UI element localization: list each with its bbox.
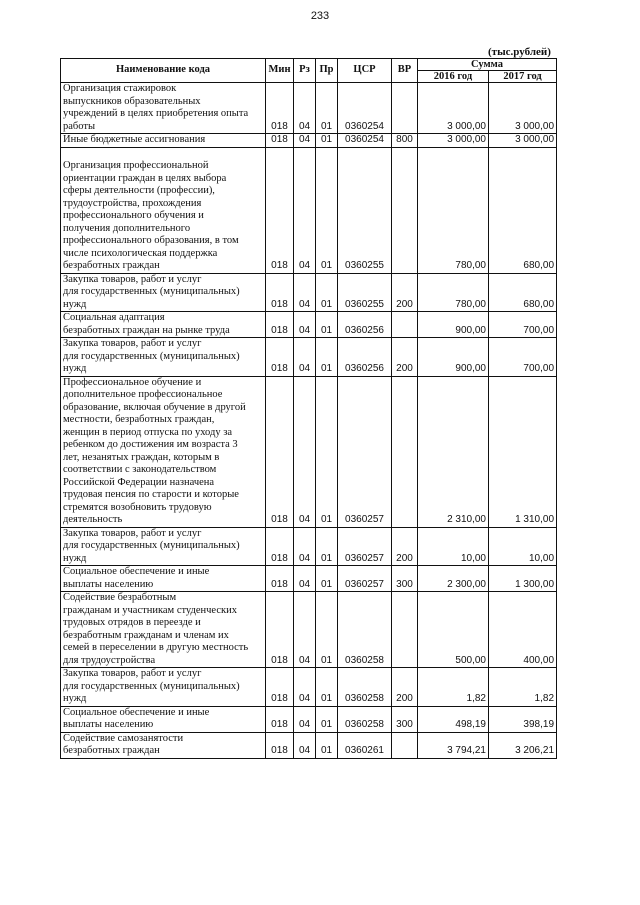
units-label: (тыс.рублей) [488, 46, 551, 58]
row-rz: 04 [294, 338, 316, 377]
row-rz: 04 [294, 312, 316, 338]
row-name: Содействие безработным гражданам и участникам студенческих трудовых отрядов в переезде и безработным гражданам и членам их семей в переселении в другую местность для трудоустройства [61, 592, 266, 668]
header-name: Наименование кода [61, 59, 266, 83]
row-2017: 700,00 [489, 312, 557, 338]
row-name: Социальное обеспечение и иные выплаты населению [61, 706, 266, 732]
row-2017: 3 000,00 [489, 134, 557, 148]
row-csr: 0360258 [338, 592, 392, 668]
row-vr: 200 [392, 338, 418, 377]
row-2016: 1,82 [418, 668, 489, 707]
row-min: 018 [266, 566, 294, 592]
row-pr: 01 [316, 566, 338, 592]
row-name: Закупка товаров, работ и услуг для государственных (муниципальных) нужд [61, 668, 266, 707]
row-rz: 04 [294, 147, 316, 273]
row-2017: 1 310,00 [489, 376, 557, 527]
row-2016: 780,00 [418, 147, 489, 273]
header-csr: ЦСР [338, 59, 392, 83]
row-2017: 400,00 [489, 592, 557, 668]
row-name: Содействие самозанятости безработных граждан [61, 732, 266, 758]
row-min: 018 [266, 312, 294, 338]
row-vr [392, 592, 418, 668]
row-pr: 01 [316, 732, 338, 758]
row-2017: 700,00 [489, 338, 557, 377]
row-vr [392, 376, 418, 527]
row-2016: 3 794,21 [418, 732, 489, 758]
row-name: Иные бюджетные ассигнования [61, 134, 266, 148]
row-pr: 01 [316, 527, 338, 566]
row-min: 018 [266, 668, 294, 707]
row-min: 018 [266, 273, 294, 312]
row-name: Профессиональное обучение и дополнительное профессиональное образование, включая обучение в другой местности, безработных граждан, женщин в период отпуска по уходу за ребенком до достижения им возраста 3 лет, незанятых граждан, которым в соответствии с законодательством Российской Федерации назначена трудовая пенсия по старости и которые стремятся возобновить трудовую деятельность [61, 376, 266, 527]
row-rz: 04 [294, 592, 316, 668]
row-csr: 0360257 [338, 376, 392, 527]
row-rz: 04 [294, 376, 316, 527]
row-csr: 0360255 [338, 147, 392, 273]
row-2017: 680,00 [489, 273, 557, 312]
table-row [61, 527, 557, 566]
header-vr: ВР [392, 59, 418, 83]
row-csr: 0360256 [338, 338, 392, 377]
row-csr: 0360255 [338, 273, 392, 312]
row-rz: 04 [294, 527, 316, 566]
row-name: Социальная адаптация безработных граждан на рынке труда [61, 312, 266, 338]
row-rz: 04 [294, 706, 316, 732]
row-vr: 800 [392, 134, 418, 148]
page-number: 233 [310, 10, 330, 22]
row-pr: 01 [316, 706, 338, 732]
row-2016: 10,00 [418, 527, 489, 566]
table-row [61, 706, 557, 732]
row-csr: 0360254 [338, 83, 392, 134]
row-2017: 398,19 [489, 706, 557, 732]
header-sum: Сумма [418, 59, 557, 71]
row-rz: 04 [294, 273, 316, 312]
row-2016: 3 000,00 [418, 83, 489, 134]
row-2016: 780,00 [418, 273, 489, 312]
table-row [61, 338, 557, 377]
row-csr: 0360257 [338, 527, 392, 566]
row-vr [392, 83, 418, 134]
row-min: 018 [266, 338, 294, 377]
row-csr: 0360258 [338, 668, 392, 707]
row-2017: 3 000,00 [489, 83, 557, 134]
row-pr: 01 [316, 312, 338, 338]
row-min: 018 [266, 376, 294, 527]
row-vr: 200 [392, 668, 418, 707]
table-row [61, 147, 557, 273]
header-2016: 2016 год [418, 71, 489, 83]
row-2016: 2 300,00 [418, 566, 489, 592]
row-csr: 0360261 [338, 732, 392, 758]
row-csr: 0360257 [338, 566, 392, 592]
row-2017: 1 300,00 [489, 566, 557, 592]
row-pr: 01 [316, 134, 338, 148]
row-pr: 01 [316, 147, 338, 273]
table-row [61, 273, 557, 312]
row-min: 018 [266, 732, 294, 758]
row-rz: 04 [294, 566, 316, 592]
row-min: 018 [266, 527, 294, 566]
table-row [61, 732, 557, 758]
row-pr: 01 [316, 376, 338, 527]
row-2017: 10,00 [489, 527, 557, 566]
row-2016: 900,00 [418, 312, 489, 338]
row-2017: 3 206,21 [489, 732, 557, 758]
row-pr: 01 [316, 338, 338, 377]
header-pr: Пр [316, 59, 338, 83]
row-2016: 500,00 [418, 592, 489, 668]
row-vr [392, 732, 418, 758]
header-min: Мин [266, 59, 294, 83]
row-name: Социальное обеспечение и иные выплаты населению [61, 566, 266, 592]
row-min: 018 [266, 706, 294, 732]
row-name: Закупка товаров, работ и услуг для государственных (муниципальных) нужд [61, 273, 266, 312]
table-row [61, 312, 557, 338]
row-name: Закупка товаров, работ и услуг для государственных (муниципальных) нужд [61, 338, 266, 377]
row-csr: 0360256 [338, 312, 392, 338]
table-row [61, 376, 557, 527]
row-rz: 04 [294, 83, 316, 134]
row-2016: 2 310,00 [418, 376, 489, 527]
table-row [61, 134, 557, 148]
table-row [61, 83, 557, 134]
row-pr: 01 [316, 668, 338, 707]
header-2017: 2017 год [489, 71, 557, 83]
row-2016: 3 000,00 [418, 134, 489, 148]
row-name: Организация профессиональной ориентации граждан в целях выбора сферы деятельности (профессии), трудоустройства, прохождения профессионального обучения и получения дополнительного профессионального образования, в том числе психологическая поддержка безработных граждан [61, 147, 266, 273]
row-vr [392, 312, 418, 338]
header-rz: Рз [294, 59, 316, 83]
row-2017: 680,00 [489, 147, 557, 273]
row-vr: 200 [392, 527, 418, 566]
row-vr: 300 [392, 706, 418, 732]
row-name: Организация стажировок выпускников образовательных учреждений в целях приобретения опыта работы [61, 83, 266, 134]
row-min: 018 [266, 134, 294, 148]
row-csr: 0360254 [338, 134, 392, 148]
row-rz: 04 [294, 134, 316, 148]
table-row [61, 592, 557, 668]
row-rz: 04 [294, 668, 316, 707]
row-pr: 01 [316, 592, 338, 668]
budget-table [60, 58, 557, 759]
row-min: 018 [266, 147, 294, 273]
row-vr: 300 [392, 566, 418, 592]
header-row [61, 59, 557, 71]
row-min: 018 [266, 592, 294, 668]
row-rz: 04 [294, 732, 316, 758]
row-pr: 01 [316, 273, 338, 312]
row-pr: 01 [316, 83, 338, 134]
row-name: Закупка товаров, работ и услуг для государственных (муниципальных) нужд [61, 527, 266, 566]
row-vr [392, 147, 418, 273]
row-2016: 900,00 [418, 338, 489, 377]
row-2017: 1,82 [489, 668, 557, 707]
row-vr: 200 [392, 273, 418, 312]
row-csr: 0360258 [338, 706, 392, 732]
row-min: 018 [266, 83, 294, 134]
table-row [61, 566, 557, 592]
table-row [61, 668, 557, 707]
row-2016: 498,19 [418, 706, 489, 732]
